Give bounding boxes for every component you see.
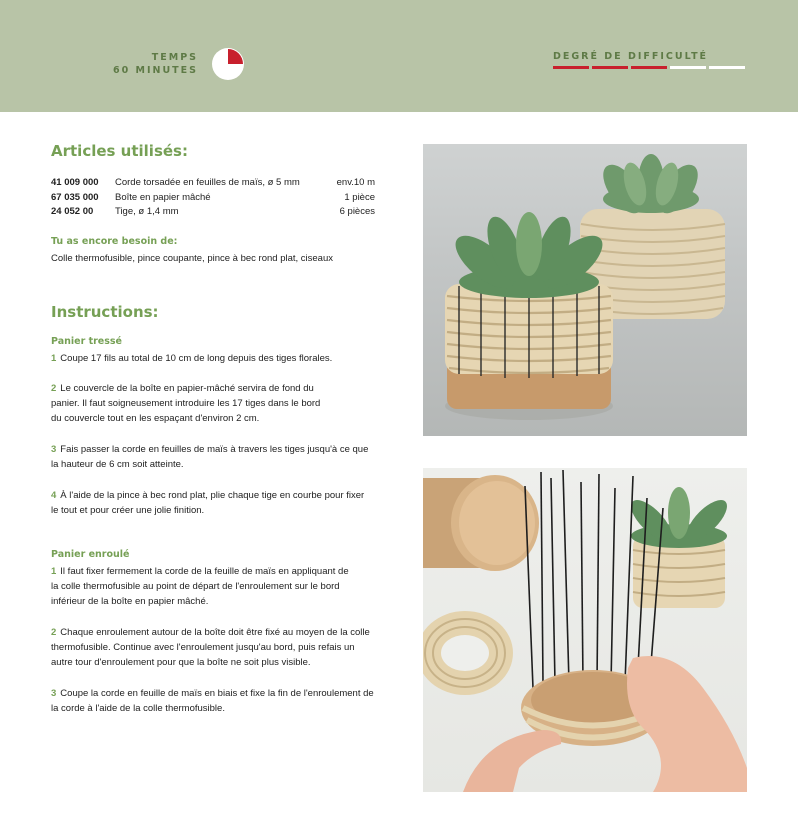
header-band xyxy=(0,0,798,112)
time-indicator xyxy=(113,51,198,77)
step-number: 1 xyxy=(51,353,57,364)
difficulty-label: DEGRÉ DE DIFFICULTÉ xyxy=(553,51,709,62)
materials-title: Articles utilisés: xyxy=(51,142,188,160)
materials-table xyxy=(51,176,375,220)
article-description: Corde torsadée en feuilles de maïs, ø 5 mm xyxy=(115,177,300,188)
step-rolled-1 xyxy=(51,564,381,609)
step-line: Coupe la corde en feuille de maïs en biais et fixe la fin de l'enroulement de xyxy=(60,688,374,699)
step-line: le tout et pour créer une jolie finition. xyxy=(51,505,205,516)
difficulty-bar xyxy=(553,66,589,69)
step-line: Chaque enroulement autour de la boîte doit être fixé au moyen de la colle xyxy=(60,627,370,638)
step-rolled-2 xyxy=(51,625,381,670)
also-needed-text: Colle thermofusible, pince coupante, pince à bec rond plat, ciseaux xyxy=(51,253,334,264)
article-description: Tige, ø 1,4 mm xyxy=(115,206,179,217)
difficulty-bar xyxy=(592,66,628,69)
section-heading-braided: Panier tressé xyxy=(51,336,122,347)
step-number: 3 xyxy=(51,444,57,455)
clock-icon xyxy=(212,48,244,80)
difficulty-bar xyxy=(709,66,745,69)
step-number: 3 xyxy=(51,688,57,699)
step-line: autre tour d'enroulement pour que la boîte ne soit plus visible. xyxy=(51,657,311,668)
step-line: la colle thermofusible au point de départ de l'enroulement sur le bord xyxy=(51,581,340,592)
article-number: 67 035 000 xyxy=(51,191,99,203)
time-label: TEMPS xyxy=(151,52,198,63)
difficulty-bar xyxy=(631,66,667,69)
step-line: Il faut fixer fermement la corde de la feuille de maïs en appliquant de xyxy=(60,566,349,577)
instructions-title: Instructions: xyxy=(51,303,159,321)
step-number: 1 xyxy=(51,566,57,577)
step-braided-4 xyxy=(51,488,381,518)
step-line: thermofusible. Continue avec l'enroulement jusqu'au bord, puis refais un xyxy=(51,642,355,653)
article-number: 24 052 00 xyxy=(51,206,94,217)
step-line: du couvercle tout en les espaçant d'environ 2 cm. xyxy=(51,413,260,424)
difficulty-meter xyxy=(553,66,745,69)
material-row xyxy=(51,205,375,220)
article-number: 41 009 000 xyxy=(51,177,99,188)
step-braided-3 xyxy=(51,442,381,472)
article-description: Boîte en papier mâché xyxy=(115,191,211,203)
photo-work-in-progress xyxy=(423,468,747,792)
article-quantity: 1 pièce xyxy=(344,191,375,203)
step-line: panier. Il faut soigneusement introduire les 17 tiges dans le bord xyxy=(51,398,321,409)
step-line: la corde à l'aide de la colle thermofusible. xyxy=(51,703,225,714)
article-quantity: env.10 m xyxy=(336,177,375,188)
time-value: 60 MINUTES xyxy=(113,65,198,76)
step-line: la hauteur de 6 cm soit atteinte. xyxy=(51,459,184,470)
step-line: Fais passer la corde en feuilles de maïs à travers les tiges jusqu'à ce que xyxy=(60,444,369,455)
step-braided-1 xyxy=(51,351,381,366)
step-line: inférieur de la boîte en papier mâché. xyxy=(51,596,209,607)
article-quantity: 6 pièces xyxy=(339,206,375,217)
step-braided-2 xyxy=(51,381,381,426)
step-number: 2 xyxy=(51,627,57,638)
section-heading-rolled: Panier enroulé xyxy=(51,549,130,560)
step-number: 4 xyxy=(51,490,57,501)
step-rolled-3 xyxy=(51,686,381,716)
photo-finished-baskets xyxy=(423,144,747,436)
material-row xyxy=(51,176,375,191)
step-text: Coupe 17 fils au total de 10 cm de long depuis des tiges florales. xyxy=(60,353,333,364)
step-line: Le couvercle de la boîte en papier-mâché servira de fond du xyxy=(60,383,314,394)
step-number: 2 xyxy=(51,383,57,394)
difficulty-bar xyxy=(670,66,706,69)
material-row xyxy=(51,191,375,206)
step-line: À l'aide de la pince à bec rond plat, plie chaque tige en courbe pour fixer xyxy=(60,490,365,501)
also-needed-title: Tu as encore besoin de: xyxy=(51,236,178,247)
